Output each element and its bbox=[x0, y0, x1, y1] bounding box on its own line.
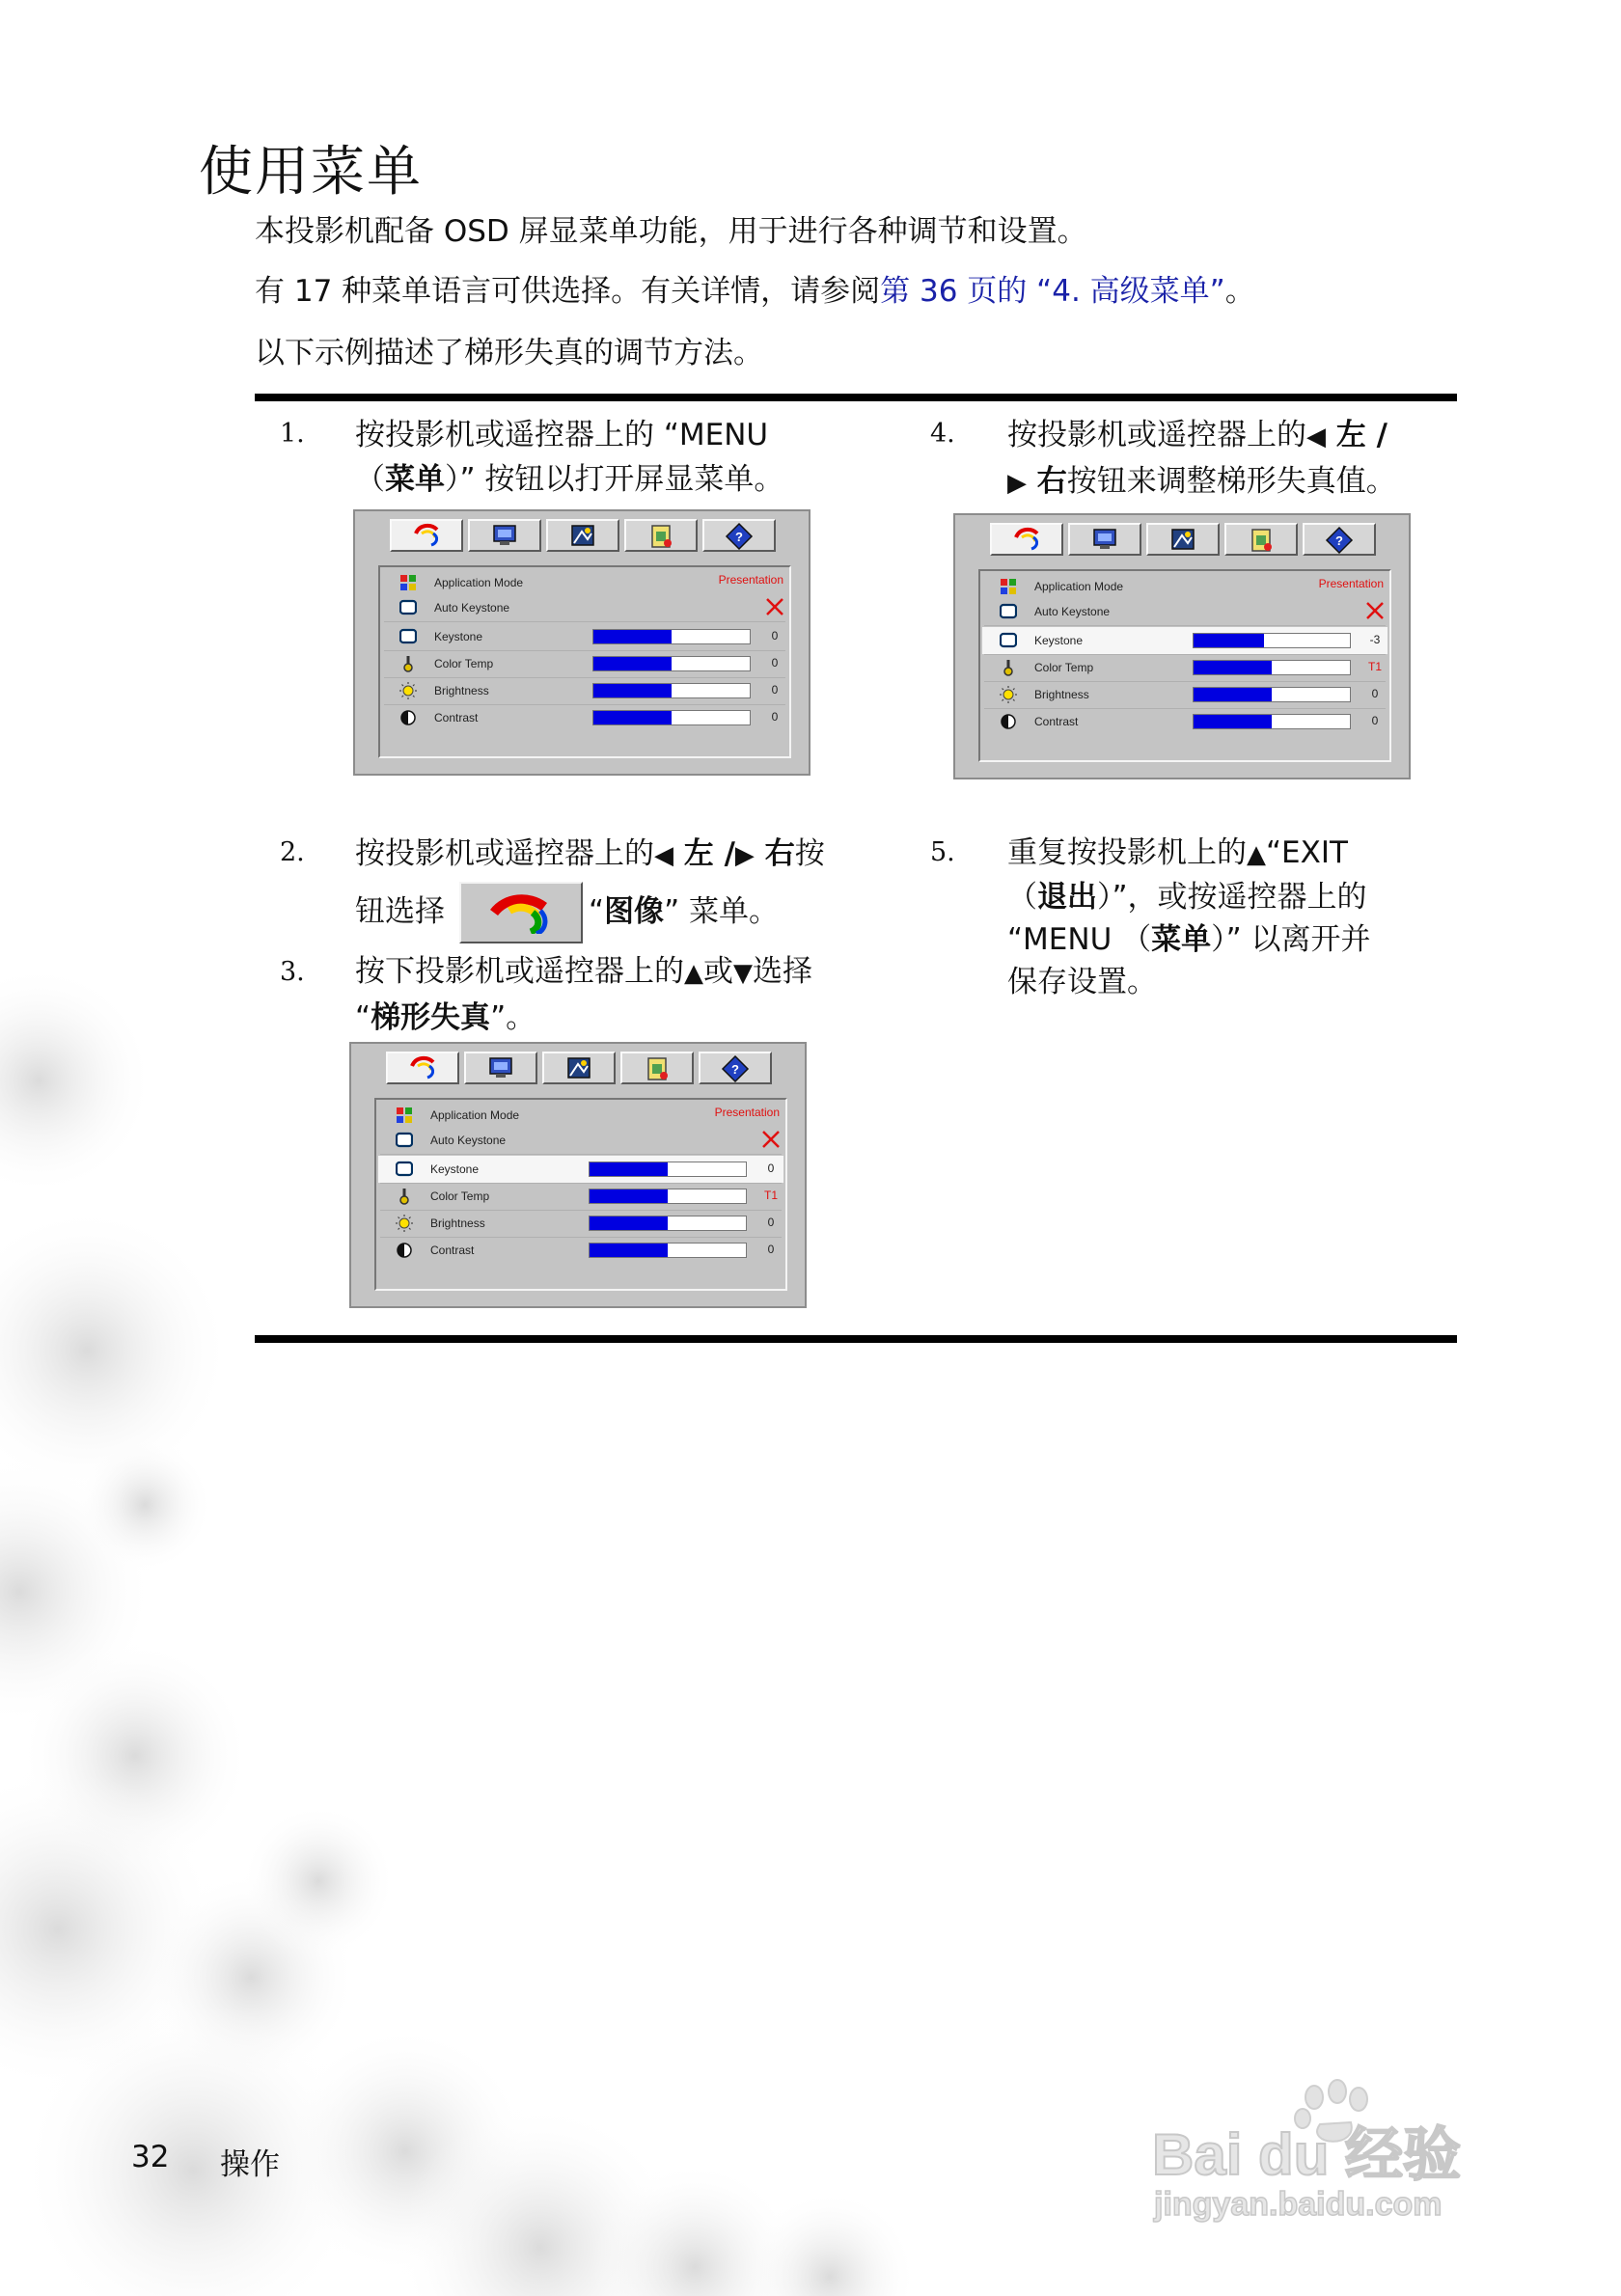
osd-row-contrast[interactable] bbox=[982, 708, 1387, 735]
osd-tab-help[interactable] bbox=[702, 519, 776, 552]
step-5-line1: 重复按投影机上的▲“EXIT bbox=[1007, 835, 1348, 870]
osd-slider-bar[interactable] bbox=[592, 683, 751, 698]
osd-tab-bar bbox=[990, 523, 1378, 558]
osd-row-label: Contrast bbox=[1034, 715, 1079, 728]
display-icon bbox=[488, 520, 521, 551]
osd-row-label: Auto Keystone bbox=[430, 1134, 507, 1147]
osd-tab-help[interactable] bbox=[1303, 523, 1376, 556]
osd-screen-icon bbox=[1000, 632, 1017, 649]
osd-row-label: Application Mode bbox=[434, 576, 524, 589]
osd-menu-step4 bbox=[953, 513, 1411, 779]
step-2-line1: 按投影机或遥控器上的◀ 左 /▶ 右按 bbox=[355, 836, 825, 871]
svg-text:?: ? bbox=[731, 1062, 739, 1077]
osd-presentation-value: Presentation bbox=[1318, 577, 1384, 590]
osd-row-value: 0 bbox=[767, 1243, 775, 1256]
osd-row-auto-keystone[interactable] bbox=[378, 1127, 783, 1154]
osd-slider-bar[interactable] bbox=[589, 1243, 747, 1258]
osd-row-contrast[interactable] bbox=[382, 704, 787, 731]
step-3-line1: 按下投影机或遥控器上的▲或▼选择 bbox=[355, 954, 812, 989]
osd-tab-advanced[interactable] bbox=[546, 519, 619, 552]
intro-paragraph-languages bbox=[255, 272, 1255, 311]
osd-screen-icon bbox=[396, 1132, 413, 1149]
osd-app-icon bbox=[1000, 578, 1017, 595]
osd-slider-bar[interactable] bbox=[589, 1162, 747, 1177]
top-rule bbox=[255, 394, 1457, 401]
display-icon bbox=[484, 1052, 517, 1083]
advanced-menu-link[interactable]: 第 36 页的 “4. 高级菜单” bbox=[880, 274, 1225, 309]
osd-tab-picture[interactable] bbox=[990, 523, 1063, 556]
osd-tab-picture[interactable] bbox=[386, 1052, 459, 1084]
help-icon bbox=[1323, 524, 1356, 555]
step-5-number: 5. bbox=[930, 837, 955, 867]
osd-row-contrast[interactable] bbox=[378, 1237, 783, 1264]
osd-row-label: Keystone bbox=[434, 630, 483, 643]
osd-row-label: Brightness bbox=[1034, 688, 1089, 701]
osd-row-auto-keystone[interactable] bbox=[982, 598, 1387, 625]
information-icon bbox=[641, 1052, 673, 1083]
disabled-x-icon bbox=[1364, 600, 1386, 621]
watermark-url: jingyan.baidu.com bbox=[1154, 2186, 1442, 2223]
osd-sun-icon bbox=[1000, 686, 1017, 703]
osd-row-value: 0 bbox=[771, 656, 779, 670]
information-icon bbox=[1245, 524, 1278, 555]
osd-contrast-icon bbox=[396, 1242, 413, 1259]
osd-row-label: Application Mode bbox=[1034, 580, 1124, 593]
information-icon bbox=[645, 520, 677, 551]
intro-paragraph-osd: 本投影机配备 OSD 屏显菜单功能，用于进行各种调节和设置。 bbox=[255, 214, 1087, 249]
osd-row-keystone[interactable] bbox=[982, 627, 1387, 654]
osd-tab-bar bbox=[386, 1052, 774, 1086]
osd-panel bbox=[374, 1098, 787, 1291]
step-4-number: 4. bbox=[930, 419, 955, 449]
osd-row-value: T1 bbox=[763, 1189, 778, 1202]
osd-presentation-value: Presentation bbox=[714, 1106, 780, 1119]
osd-tab-information[interactable] bbox=[1224, 523, 1298, 556]
osd-temp-icon bbox=[1000, 659, 1017, 676]
step-2-line2a: 钮选择 bbox=[355, 894, 445, 929]
osd-tab-display[interactable] bbox=[464, 1052, 537, 1084]
osd-row-color-temp[interactable] bbox=[378, 1183, 783, 1210]
osd-row-label: Color Temp bbox=[434, 657, 494, 670]
watermark-brand: Bai du 经验 bbox=[1152, 2122, 1462, 2187]
step-5-line2: （退出）”，或按遥控器上的 bbox=[1007, 880, 1367, 915]
osd-menu-step1 bbox=[353, 509, 810, 776]
osd-row-value: 0 bbox=[1371, 687, 1379, 700]
osd-row-label: Contrast bbox=[430, 1244, 475, 1257]
picture-icon bbox=[406, 1052, 439, 1083]
languages-text: 有 17 种菜单语言可供选择。有关详情，请参阅 bbox=[255, 274, 881, 309]
osd-slider-bar[interactable] bbox=[1193, 633, 1351, 648]
osd-panel bbox=[378, 565, 791, 758]
osd-row-label: Keystone bbox=[430, 1162, 480, 1176]
picture-menu-button bbox=[459, 882, 583, 943]
osd-screen-icon bbox=[399, 628, 417, 645]
osd-row-label: Color Temp bbox=[430, 1189, 490, 1203]
osd-screen-icon bbox=[396, 1161, 413, 1178]
osd-contrast-icon bbox=[1000, 713, 1017, 730]
display-icon bbox=[1088, 524, 1121, 555]
osd-presentation-value: Presentation bbox=[718, 573, 783, 587]
svg-text:?: ? bbox=[735, 530, 743, 544]
osd-tab-picture[interactable] bbox=[390, 519, 463, 552]
osd-temp-icon bbox=[396, 1188, 413, 1205]
osd-row-value: 0 bbox=[767, 1162, 775, 1175]
osd-tab-advanced[interactable] bbox=[1146, 523, 1220, 556]
osd-row-auto-keystone[interactable] bbox=[382, 594, 787, 621]
bottom-rule bbox=[255, 1335, 1457, 1343]
osd-row-label: Keystone bbox=[1034, 634, 1084, 647]
osd-tab-advanced[interactable] bbox=[542, 1052, 616, 1084]
step-4-text bbox=[1007, 413, 1396, 506]
step-3-text bbox=[355, 949, 812, 1040]
osd-sun-icon bbox=[396, 1215, 413, 1232]
osd-row-brightness[interactable] bbox=[982, 681, 1387, 708]
osd-slider-bar[interactable] bbox=[1193, 687, 1351, 702]
picture-icon bbox=[410, 520, 443, 551]
osd-row-value: 0 bbox=[1371, 714, 1379, 727]
disabled-x-icon bbox=[760, 1129, 782, 1150]
svg-text:?: ? bbox=[1335, 533, 1343, 548]
osd-row-value: 0 bbox=[771, 683, 779, 697]
osd-temp-icon bbox=[399, 655, 417, 672]
intro-paragraph-example: 以下示例描述了梯形失真的调节方法。 bbox=[255, 336, 763, 370]
osd-slider-bar[interactable] bbox=[589, 1216, 747, 1231]
advanced-icon bbox=[1167, 524, 1199, 555]
osd-tab-information[interactable] bbox=[620, 1052, 694, 1084]
osd-row-value: T1 bbox=[1367, 660, 1382, 673]
step-4-line2: ▶ 右按钮来调整梯形失真值。 bbox=[1007, 464, 1396, 499]
step-3-line2: “梯形失真”。 bbox=[355, 1000, 536, 1035]
osd-row-value: 0 bbox=[767, 1216, 775, 1229]
osd-row-label: Color Temp bbox=[1034, 661, 1094, 674]
osd-slider-bar[interactable] bbox=[592, 629, 751, 644]
step-5-line3: “MENU （菜单）” 以离开并 bbox=[1007, 922, 1371, 957]
step-4-line1: 按投影机或遥控器上的◀ 左 / bbox=[1007, 418, 1387, 452]
osd-row-value: -3 bbox=[1369, 633, 1381, 646]
osd-tab-help[interactable] bbox=[699, 1052, 772, 1084]
section-name: 操作 bbox=[220, 2147, 280, 2182]
osd-row-brightness[interactable] bbox=[378, 1210, 783, 1237]
page-number: 32 bbox=[131, 2140, 170, 2174]
osd-tab-information[interactable] bbox=[624, 519, 698, 552]
osd-row-value: 0 bbox=[771, 629, 779, 642]
osd-row-label: Application Mode bbox=[430, 1108, 520, 1122]
osd-row-keystone[interactable] bbox=[382, 623, 787, 650]
advanced-icon bbox=[563, 1052, 595, 1083]
osd-row-brightness[interactable] bbox=[382, 677, 787, 704]
osd-row-keystone[interactable] bbox=[378, 1156, 783, 1183]
osd-slider-bar[interactable] bbox=[592, 710, 751, 725]
osd-slider-bar[interactable] bbox=[1193, 714, 1351, 729]
osd-screen-icon bbox=[1000, 603, 1017, 620]
languages-period: 。 bbox=[1224, 274, 1255, 309]
osd-sun-icon bbox=[399, 682, 417, 699]
picture-icon bbox=[490, 891, 552, 934]
osd-row-color-temp[interactable] bbox=[382, 650, 787, 677]
osd-row-color-temp[interactable] bbox=[982, 654, 1387, 681]
osd-panel bbox=[978, 569, 1391, 762]
osd-app-icon bbox=[399, 574, 417, 591]
baidu-jingyan-watermark bbox=[1140, 2078, 1536, 2223]
step-2-line2b: “图像” 菜单。 bbox=[589, 894, 779, 929]
step-3-number: 3. bbox=[280, 957, 305, 987]
osd-row-label: Contrast bbox=[434, 711, 479, 724]
step-1-line1: 按投影机或遥控器上的 “MENU bbox=[355, 418, 769, 452]
advanced-icon bbox=[566, 520, 599, 551]
osd-tab-display[interactable] bbox=[468, 519, 541, 552]
osd-row-app-mode[interactable] bbox=[378, 1102, 783, 1129]
osd-slider-bar[interactable] bbox=[592, 656, 751, 671]
osd-row-label: Auto Keystone bbox=[1034, 605, 1111, 618]
disabled-x-icon bbox=[764, 596, 785, 617]
step-1-text bbox=[355, 413, 783, 502]
help-icon bbox=[719, 1052, 752, 1083]
osd-screen-icon bbox=[399, 599, 417, 616]
help-icon bbox=[723, 520, 756, 551]
osd-tab-display[interactable] bbox=[1068, 523, 1141, 556]
osd-row-label: Auto Keystone bbox=[434, 601, 510, 615]
osd-row-value: 0 bbox=[771, 710, 779, 724]
osd-contrast-icon bbox=[399, 709, 417, 726]
osd-tab-bar bbox=[390, 519, 778, 554]
osd-row-label: Brightness bbox=[434, 684, 489, 697]
osd-row-app-mode[interactable] bbox=[382, 569, 787, 596]
osd-row-label: Brightness bbox=[430, 1216, 485, 1230]
page-title: 使用菜单 bbox=[199, 141, 423, 204]
osd-slider-bar[interactable] bbox=[589, 1189, 747, 1204]
step-1-number: 1. bbox=[280, 419, 305, 449]
step-5-line4: 保存设置。 bbox=[1007, 965, 1157, 999]
step-1-line2: （菜单）” 按钮以打开屏显菜单。 bbox=[355, 462, 784, 497]
osd-menu-step3 bbox=[349, 1042, 807, 1308]
osd-slider-bar[interactable] bbox=[1193, 660, 1351, 675]
osd-app-icon bbox=[396, 1107, 413, 1124]
osd-row-app-mode[interactable] bbox=[982, 573, 1387, 600]
step-5-text bbox=[1007, 832, 1371, 1003]
picture-icon bbox=[1010, 524, 1043, 555]
step-2-number: 2. bbox=[280, 837, 305, 867]
